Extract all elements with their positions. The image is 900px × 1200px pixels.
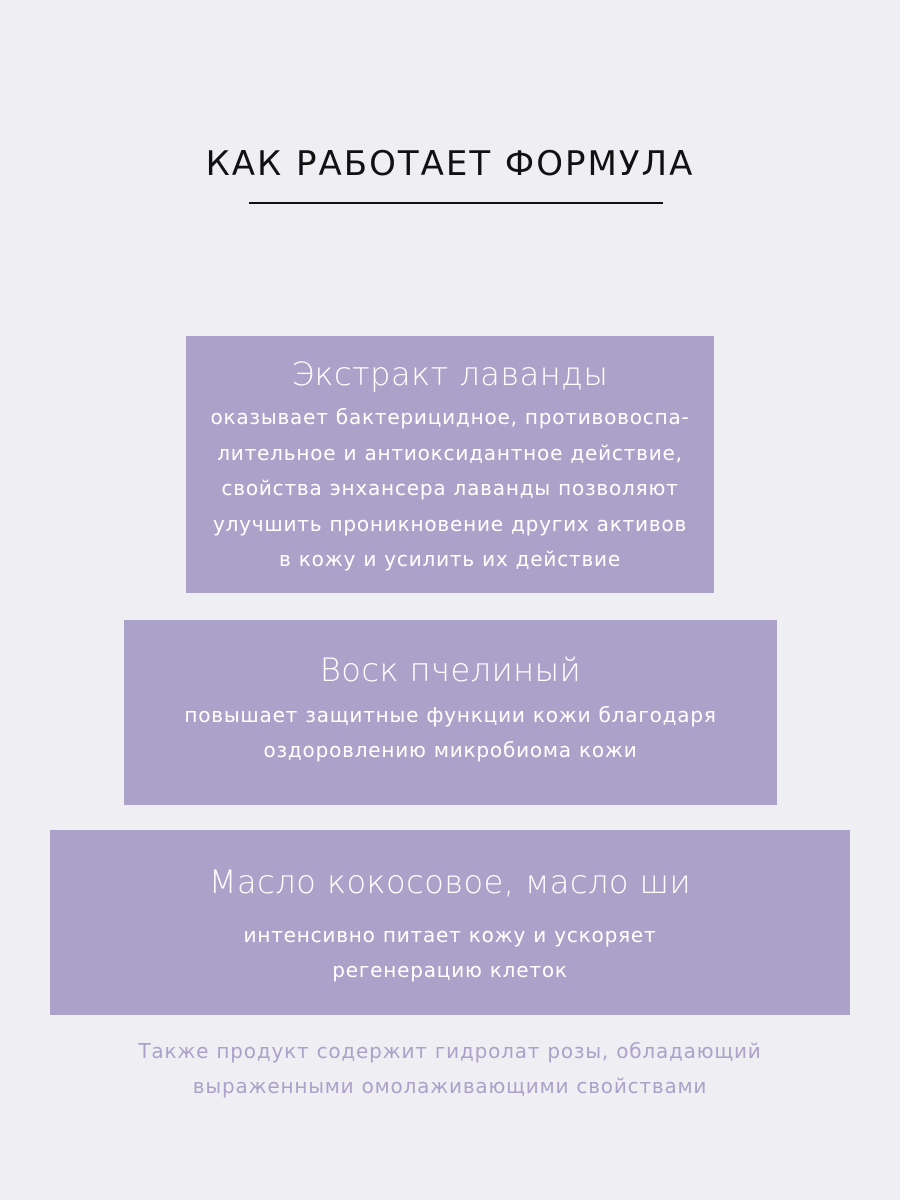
page-title: КАК РАБОТАЕТ ФОРМУЛА (205, 144, 695, 184)
ingredient-card-oils (50, 830, 850, 1015)
ingredient-name: Воск пчелиный (319, 651, 582, 689)
ingredient-name: Экстракт лаванды (291, 355, 609, 393)
ingredient-description: повышает защитные функции кожи благодаря оздоровлению микробиома кожи (184, 703, 717, 762)
ingredient-name: Масло кокосовое, масло ши (208, 863, 692, 901)
ingredient-description: интенсивно питает кожу и ускоряет регенерацию клеток (243, 923, 657, 982)
footnote: Также продукт содержит гидролат розы, обладающий выраженными омолаживающими свойствами (138, 1039, 762, 1098)
ingredient-card-beeswax (124, 620, 777, 805)
title-underline (249, 202, 663, 204)
ingredient-description: оказывает бактерицидное, противовоспа- лительное и антиоксидантное действие, свойства энхансера лаванды позволяют улучшить проникновение других активов в кожу и усилить их действие (210, 405, 690, 571)
ingredient-card-lavender (186, 336, 714, 593)
